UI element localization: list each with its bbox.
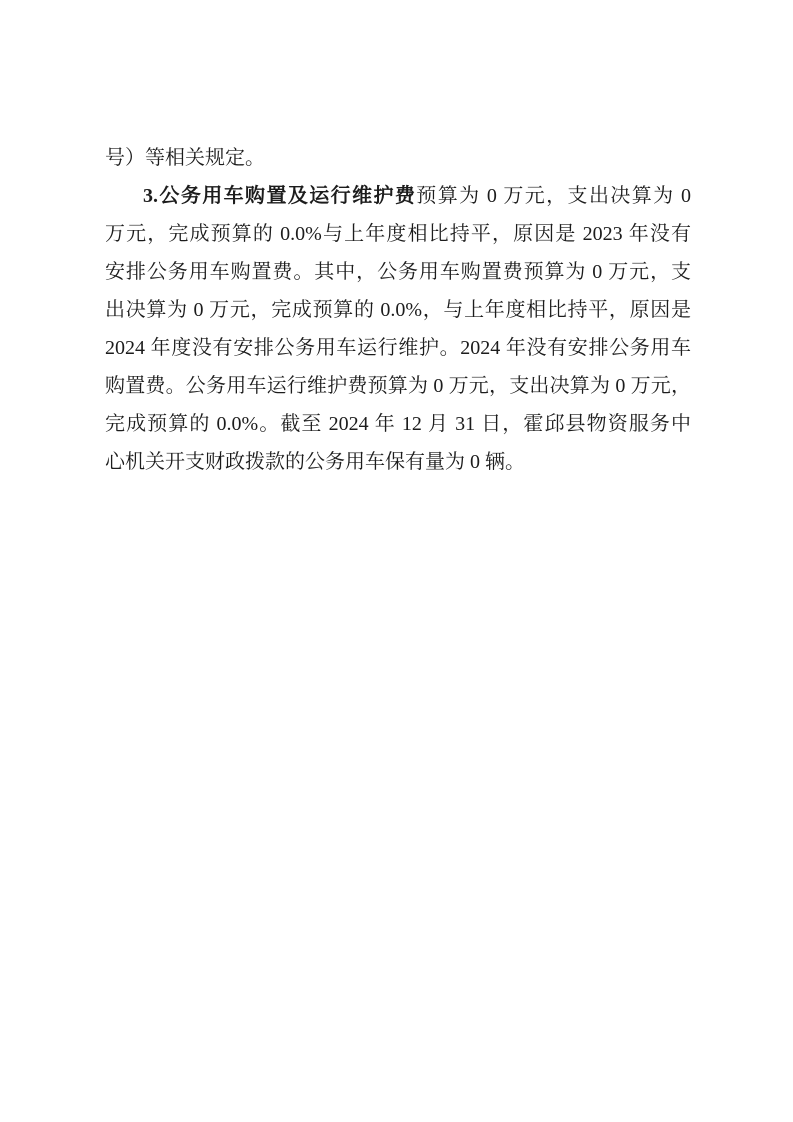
document-text-block	[105, 139, 691, 481]
text-line: 安排公务用车购置费。其中，公务用车购置费预算为 0 万元，支	[105, 261, 691, 283]
text-line: 号）等相关规定。	[105, 147, 265, 169]
text-line	[105, 177, 691, 215]
text-line: 心机关开支财政拨款的公务用车保有量为 0 辆。	[105, 451, 525, 473]
text-line: 完成预算的 0.0%。截至 2024 年 12 月 31 日，霍邱县物资服务中	[105, 413, 691, 435]
text-segment: 预算为 0 万元，支出决算为 0	[416, 185, 691, 207]
section-heading-bold: 3.公务用车购置及运行维护费	[143, 185, 417, 207]
text-line: 出决算为 0 万元，完成预算的 0.0%，与上年度相比持平，原因是	[105, 299, 691, 321]
text-line: 万元，完成预算的 0.0%与上年度相比持平，原因是 2023 年没有	[105, 223, 691, 245]
text-line: 2024 年度没有安排公务用车运行维护。2024 年没有安排公务用车	[105, 337, 691, 359]
text-line: 购置费。公务用车运行维护费预算为 0 万元，支出决算为 0 万元，	[105, 375, 691, 397]
